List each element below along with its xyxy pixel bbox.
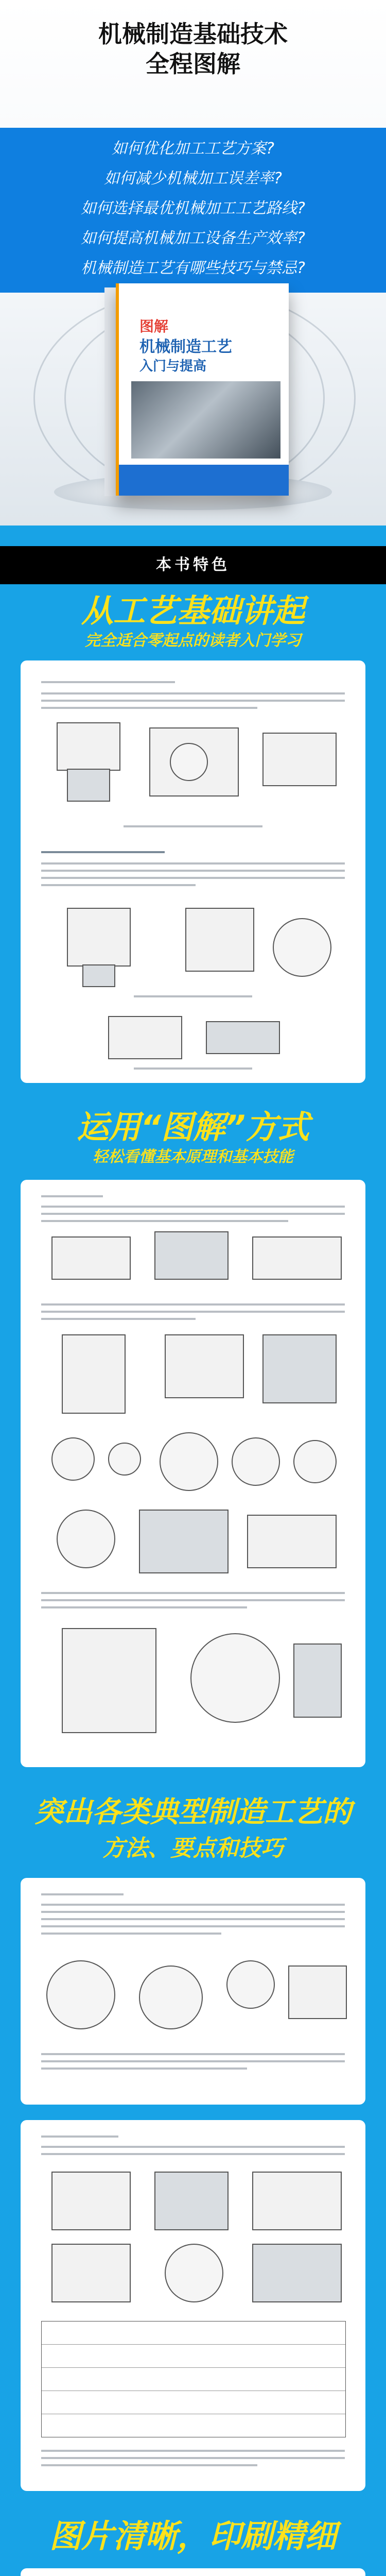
diagram-part <box>154 2172 229 2230</box>
text-line <box>41 2146 345 2148</box>
book-spine <box>104 287 117 496</box>
diagram-part <box>51 2244 131 2302</box>
book-cover-photo <box>131 381 280 459</box>
text-line <box>41 1592 345 1594</box>
diagram-wheel <box>57 1510 115 1568</box>
book-title-part1: 图解 <box>139 318 169 335</box>
table-row <box>42 2368 345 2391</box>
text-line <box>41 877 345 879</box>
diagram-part <box>154 1231 229 1280</box>
book-cover-image <box>116 283 286 495</box>
text-line <box>41 1213 345 1215</box>
caption-line <box>124 825 262 827</box>
diagram-part <box>165 1334 244 1398</box>
hero-question-1: 如何优化加工工艺方案? <box>112 140 274 158</box>
feature3-subtitle: 方法、要点和技巧 <box>102 1835 284 1861</box>
feature1-subtitle: 完全适合零起点的读者入门学习 <box>85 632 301 650</box>
diagram-part <box>67 908 131 967</box>
feature4-title: 图片清晰，印刷精细 <box>49 2517 337 2555</box>
book-cover <box>116 283 289 496</box>
diagram-part <box>82 964 115 987</box>
diagram-part <box>252 2244 342 2302</box>
feature3-title: 突出各类典型制造工艺的 <box>34 1795 352 1829</box>
diagram-part <box>108 1016 182 1059</box>
text-line <box>41 1318 196 1320</box>
text-line <box>41 1904 345 1906</box>
text-line <box>41 1911 345 1913</box>
text-line <box>41 1606 247 1608</box>
text-line <box>41 1599 345 1601</box>
caption-line <box>134 1067 252 1070</box>
diagram-wheel <box>190 1633 280 1723</box>
text-line <box>41 1220 288 1222</box>
text-line <box>41 2067 247 2070</box>
sample-table <box>41 2321 346 2437</box>
text-line <box>41 1933 221 1935</box>
text-line <box>41 2136 118 2138</box>
hero-title-line1: 机械制造基础技术 <box>98 20 288 48</box>
diagram-hole <box>170 743 208 781</box>
text-line <box>41 2053 345 2055</box>
hero-section <box>0 0 386 526</box>
diagram-wheel <box>165 2244 223 2302</box>
text-line <box>41 851 165 853</box>
hero-question-3: 如何选择最优机械加工工艺路线? <box>81 199 305 217</box>
hero-question-4: 如何提高机械加工设备生产效率? <box>81 229 305 247</box>
diagram-part <box>62 1334 126 1414</box>
table-row <box>42 2414 345 2437</box>
text-line <box>41 2450 345 2452</box>
text-line <box>41 692 345 694</box>
feature2-title: 运用“图解”方式 <box>77 1108 309 1146</box>
text-line <box>41 1918 345 1920</box>
text-line <box>41 862 345 865</box>
table-row <box>42 2345 345 2368</box>
text-line <box>41 681 175 683</box>
diagram-disc <box>226 1960 275 2009</box>
text-line <box>41 2153 345 2155</box>
diagram-wheel <box>273 918 331 977</box>
book-title-part3: 入门与提高 <box>139 359 207 374</box>
hero-title-line2: 全程图解 <box>146 50 240 78</box>
diagram-part <box>185 908 254 972</box>
feature4-sample-page-1 <box>21 2568 365 2576</box>
diagram-disc <box>108 1443 141 1476</box>
feature3-sample-page-2 <box>21 2120 365 2491</box>
caption-line <box>134 995 252 997</box>
feature1-sample-page <box>21 660 365 1083</box>
hero-question-2: 如何减少机械加工误差率? <box>104 170 282 188</box>
diagram-part <box>252 2172 342 2230</box>
text-line <box>41 1303 345 1306</box>
diagram-part <box>252 1236 342 1280</box>
text-line <box>41 1925 345 1927</box>
feature1-title: 从工艺基础讲起 <box>81 592 305 630</box>
hero-question-5: 机械制造工艺有哪些技巧与禁忌? <box>81 259 305 277</box>
text-line <box>41 1893 124 1895</box>
diagram-disc <box>293 1440 337 1483</box>
features-band-label: 本书特色 <box>0 546 386 584</box>
feature2-subtitle: 轻松看懂基本原理和基本技能 <box>93 1148 293 1166</box>
text-line <box>41 2457 345 2459</box>
diagram-part <box>293 1643 342 1718</box>
text-line <box>41 870 345 872</box>
text-line <box>41 2060 345 2062</box>
table-row <box>42 2391 345 2414</box>
table-row <box>42 2321 345 2345</box>
feature3-sample-page-1 <box>21 1878 365 2105</box>
text-line <box>41 700 345 702</box>
feature2-sample-page <box>21 1180 365 1767</box>
text-line <box>41 2464 257 2466</box>
diagram-wheel <box>46 1960 115 2029</box>
diagram-disc <box>232 1437 280 1486</box>
diagram-gear <box>160 1432 218 1491</box>
diagram-part <box>67 769 110 802</box>
diagram-part <box>288 1965 347 2019</box>
diagram-part <box>57 722 120 771</box>
text-line <box>41 1206 345 1208</box>
text-line <box>41 884 196 886</box>
diagram-part <box>262 1334 337 1403</box>
book-title-part2: 机械制造工艺 <box>139 338 232 356</box>
diagram-part <box>262 733 337 786</box>
text-line <box>41 1195 103 1197</box>
text-line <box>41 1311 345 1313</box>
book-display-stage <box>33 268 353 510</box>
diagram-wheel <box>139 1965 203 2029</box>
diagram-part <box>62 1628 156 1733</box>
diagram-part <box>139 1510 229 1573</box>
diagram-disc <box>51 1437 95 1481</box>
diagram-part <box>206 1021 280 1054</box>
book-cover-footer <box>119 465 289 496</box>
diagram-part <box>247 1515 337 1568</box>
diagram-part <box>51 2172 131 2230</box>
diagram-part <box>51 1236 131 1280</box>
text-line <box>41 707 257 709</box>
features-section <box>0 526 386 2576</box>
